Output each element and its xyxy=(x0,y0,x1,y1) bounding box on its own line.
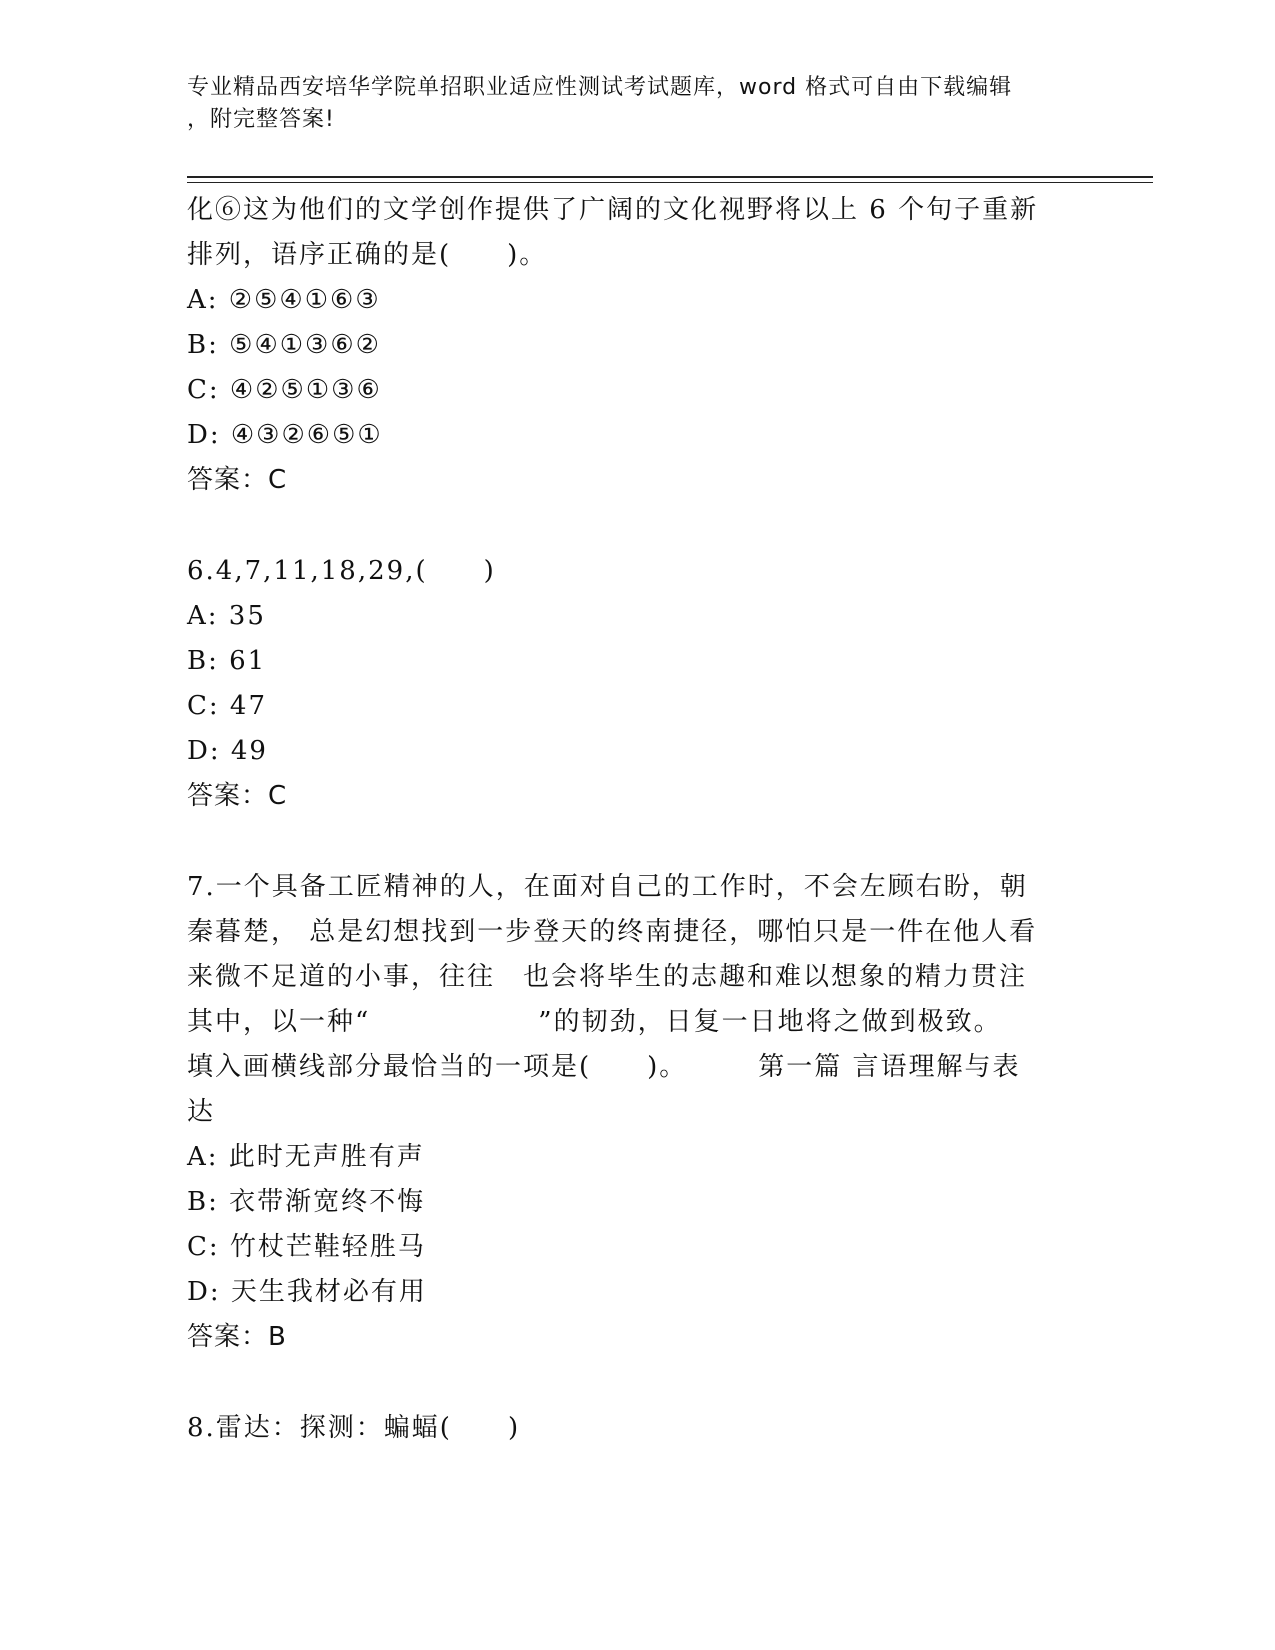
question-7-stem-line-4: 其中，以一种“ ”的韧劲，日复一日地将之做到极致。 xyxy=(187,1007,1002,1037)
question-6-option-a: A: 35 xyxy=(187,601,266,631)
question-7-option-a: A: 此时无声胜有声 xyxy=(187,1142,425,1172)
question-7-answer: 答案：B xyxy=(187,1322,287,1352)
question-7-option-b: B: 衣带渐宽终不悔 xyxy=(187,1187,426,1217)
question-6-option-b: B: 61 xyxy=(187,646,267,676)
question-content xyxy=(187,188,1087,1451)
question-5 xyxy=(187,188,1087,503)
header-divider-thick xyxy=(187,176,1153,178)
spacer xyxy=(187,503,1087,549)
question-7 xyxy=(187,865,1087,1360)
question-6-answer: 答案：C xyxy=(187,781,288,811)
question-8-stem: 8.雷达：探测：蝙蝠( ) xyxy=(187,1413,521,1443)
question-8 xyxy=(187,1406,1087,1451)
header-divider-thin xyxy=(187,182,1153,183)
spacer xyxy=(187,1360,1087,1406)
header-line-1: 专业精品西安培华学院单招职业适应性测试考试题库，word 格式可自由下载编辑 xyxy=(187,75,1013,100)
question-5-stem-line-1: 化⑥这为他们的文学创作提供了广阔的文化视野将以上 6 个句子重新 xyxy=(187,195,1039,225)
question-5-option-b: B: ⑤④①③⑥② xyxy=(187,330,381,360)
question-5-option-c: C: ④②⑤①③⑥ xyxy=(187,375,382,405)
question-6 xyxy=(187,549,1087,819)
question-5-stem-line-2: 排列，语序正确的是( )。 xyxy=(187,240,548,270)
question-7-option-d: D: 天生我材必有用 xyxy=(187,1277,427,1307)
question-5-option-d: D: ④③②⑥⑤① xyxy=(187,420,383,450)
question-5-option-a: A: ②⑤④①⑥③ xyxy=(187,285,381,315)
question-6-option-c: C: 47 xyxy=(187,691,268,721)
question-6-stem: 6.4,7,11,18,29,( ) xyxy=(187,556,496,586)
question-7-stem-line-3: 来微不足道的小事，往往 也会将毕生的志趣和难以想象的精力贯注 xyxy=(187,962,1028,992)
question-6-option-d: D: 49 xyxy=(187,736,268,766)
question-7-stem-line-2: 秦暮楚， 总是幻想找到一步登天的终南捷径，哪怕只是一件在他人看 xyxy=(187,917,1038,947)
header-line-2: ，附完整答案! xyxy=(187,107,335,132)
question-7-stem-line-1: 7.一个具备工匠精神的人，在面对自己的工作时，不会左顾右盼，朝 xyxy=(187,872,1028,902)
spacer xyxy=(187,819,1087,865)
page-header xyxy=(187,72,1087,136)
question-7-stem-line-6: 达 xyxy=(187,1097,216,1127)
question-7-option-c: C: 竹杖芒鞋轻胜马 xyxy=(187,1232,426,1262)
question-7-stem-line-5: 填入画横线部分最恰当的一项是( )。 第一篇 言语理解与表 xyxy=(187,1052,1021,1082)
question-5-answer: 答案：C xyxy=(187,465,288,495)
